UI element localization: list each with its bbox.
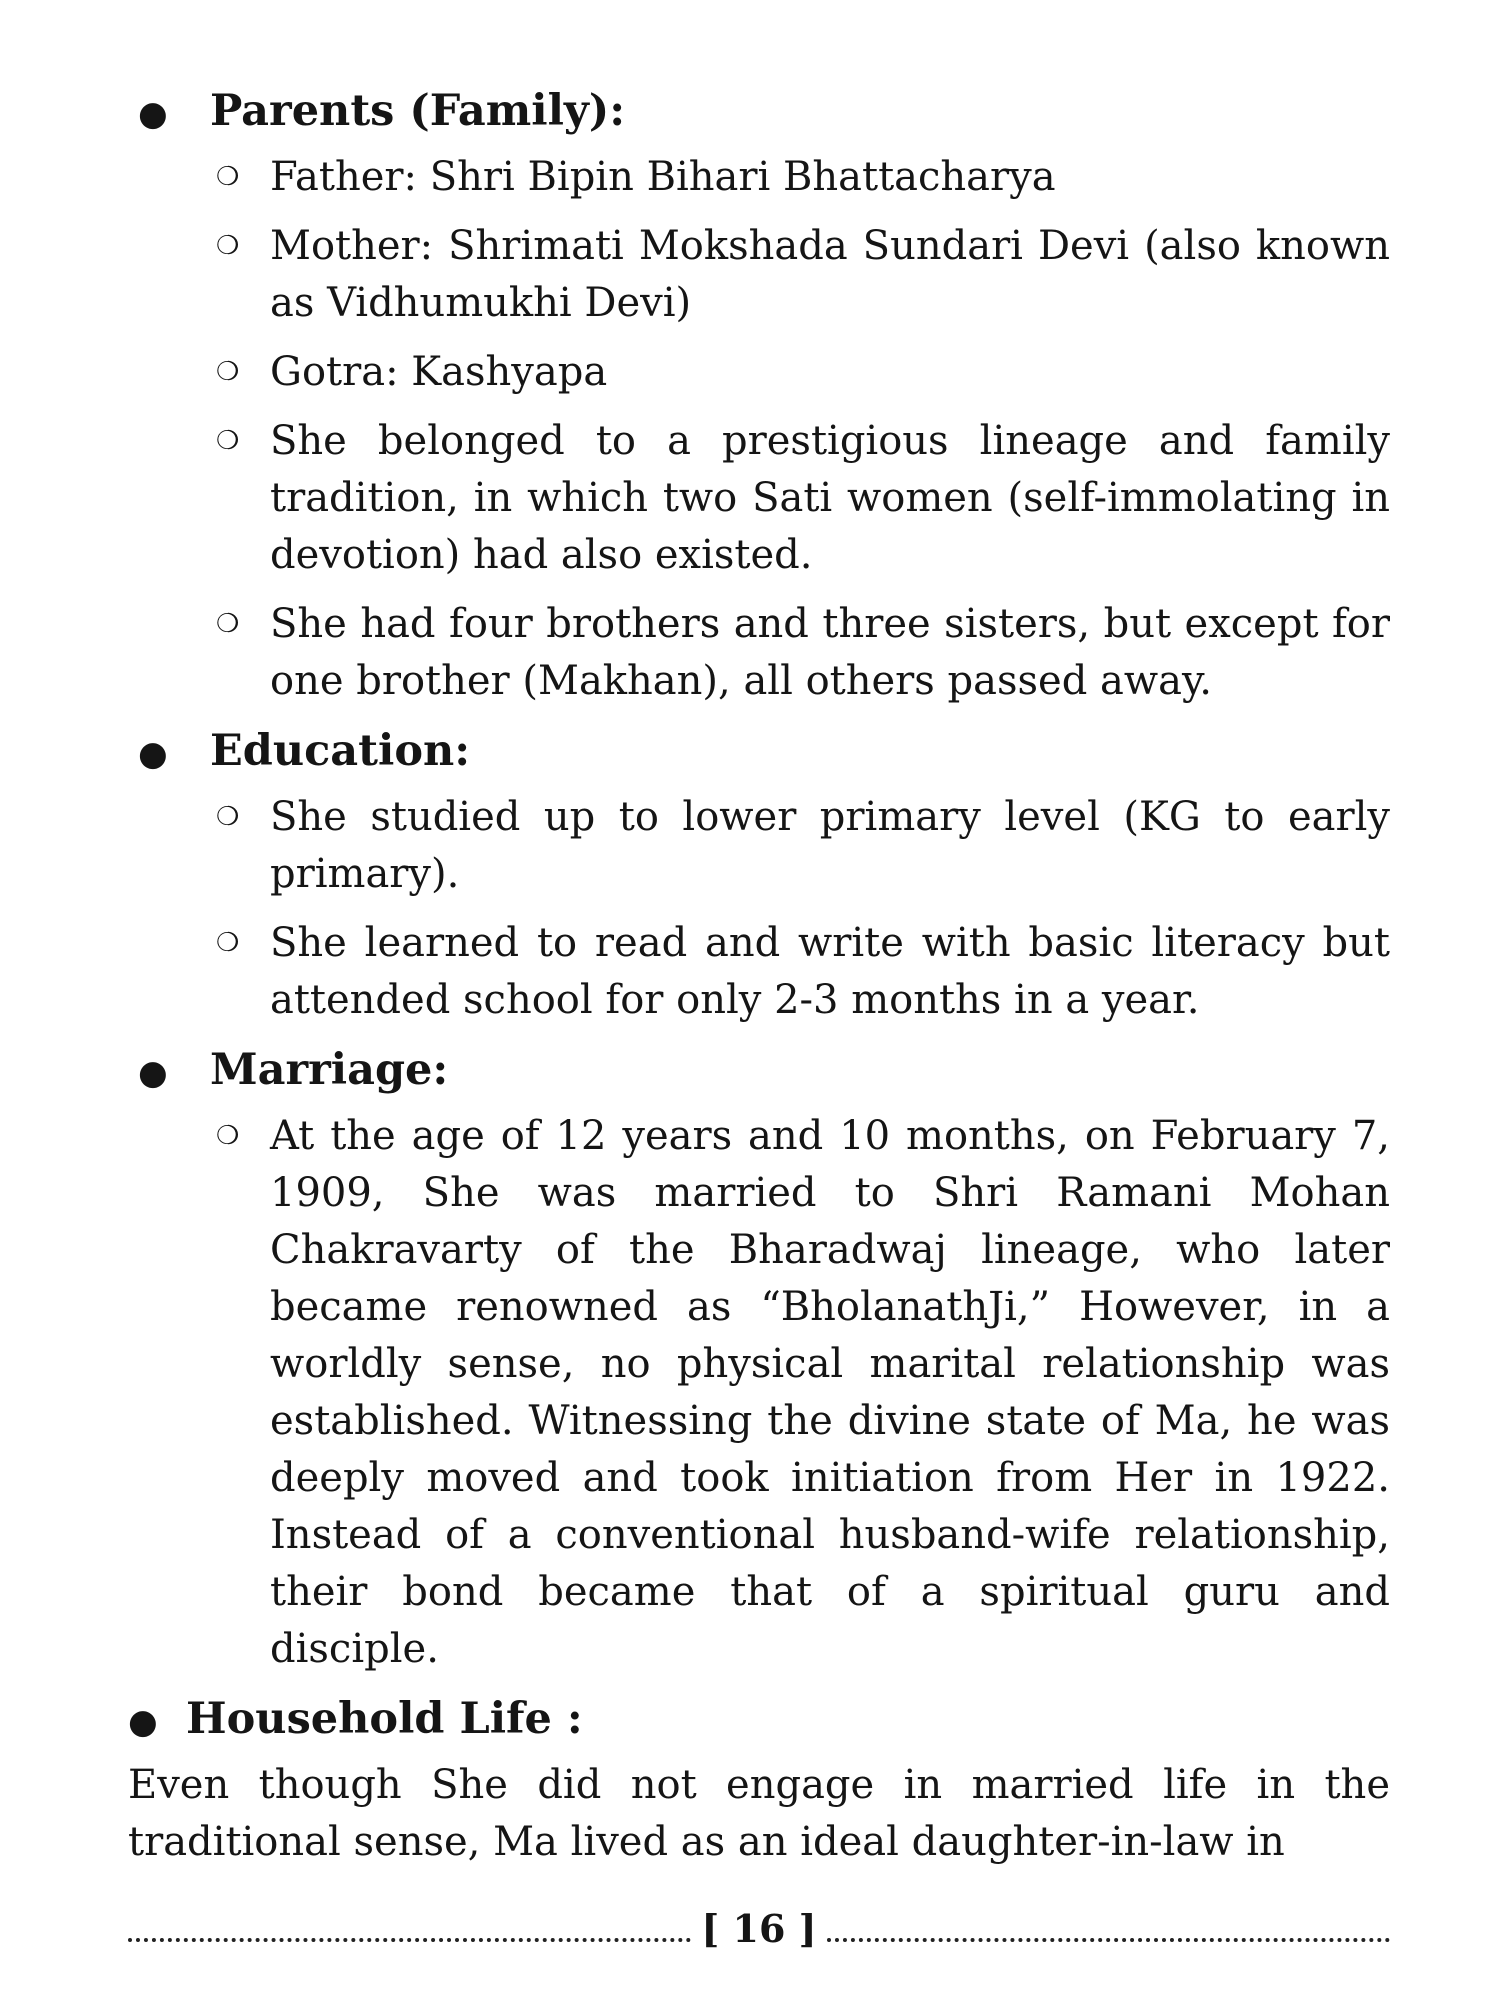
ring-bullet-icon: ❍ xyxy=(216,1121,240,1151)
dotted-leader-right xyxy=(827,1938,1390,1942)
bullet-icon: ● xyxy=(138,734,168,774)
list-item: ❍ At the age of 12 years and 10 months, on February 7, 1909, She was married to Shri Ramani Mohan Chakravarty of the Bharadwaj lineage, who later became renowned as “BholanathJi,” However, in a worldly sense, no physical marital relationship was established. Witnessing the divine state of Ma, he was deeply moved and took initiation from Her in 1922. Instead of a conventional husband-wife relationship, their bond became that of a spiritual guru and disciple. xyxy=(210,1108,1390,1678)
heading-text: Parents (Family): xyxy=(210,86,626,136)
ring-bullet-icon: ❍ xyxy=(216,357,240,387)
bullet-icon: ● xyxy=(138,94,168,134)
section-marriage xyxy=(128,1041,1390,1678)
list-item: ❍ Mother: Shrimati Mokshada Sundari Devi (also known as Vidhumukhi Devi) xyxy=(210,218,1390,332)
list-item: ❍ Father: Shri Bipin Bihari Bhattacharya xyxy=(210,149,1390,206)
list-item: ❍ She learned to read and write with basic literacy but attended school for only 2-3 months in a year. xyxy=(210,915,1390,1029)
heading-text: Marriage: xyxy=(210,1045,449,1095)
ring-bullet-icon: ❍ xyxy=(216,928,240,958)
list-item: ❍ She studied up to lower primary level (KG to early primary). xyxy=(210,789,1390,903)
ring-bullet-icon: ❍ xyxy=(216,162,240,192)
ring-bullet-icon: ❍ xyxy=(216,426,240,456)
heading-text: Education: xyxy=(210,726,471,776)
section-education xyxy=(128,722,1390,1029)
section-heading xyxy=(128,82,1390,143)
list-item: ❍ She belonged to a prestigious lineage and family tradition, in which two Sati women (self-immolating in devotion) had also existed. xyxy=(210,413,1390,584)
section-parents xyxy=(128,82,1390,710)
page-content xyxy=(128,82,1390,1871)
list-item: ❍ She had four brothers and three sisters, but except for one brother (Makhan), all others passed away. xyxy=(210,596,1390,710)
section-household-life xyxy=(128,1690,1390,1751)
page-footer xyxy=(128,1906,1390,1951)
bullet-icon: ● xyxy=(138,1053,168,1093)
ring-bullet-icon: ❍ xyxy=(216,231,240,261)
dotted-leader-left xyxy=(128,1938,691,1942)
section-heading xyxy=(128,1690,1390,1751)
ring-bullet-icon: ❍ xyxy=(216,609,240,639)
sub-list xyxy=(128,149,1390,710)
sub-list xyxy=(128,789,1390,1029)
section-heading xyxy=(128,1041,1390,1102)
bullet-icon: ● xyxy=(128,1702,158,1742)
list-item: ❍ Gotra: Kashyapa xyxy=(210,344,1390,401)
body-paragraph: Even though She did not engage in married life in the traditional sense, Ma lived as an ideal daughter-in-law in xyxy=(128,1762,1390,1865)
page-number: [ 16 ] xyxy=(701,1906,817,1951)
heading-text: Household Life : xyxy=(186,1694,583,1744)
sub-list xyxy=(128,1108,1390,1678)
ring-bullet-icon: ❍ xyxy=(216,802,240,832)
section-heading xyxy=(128,722,1390,783)
